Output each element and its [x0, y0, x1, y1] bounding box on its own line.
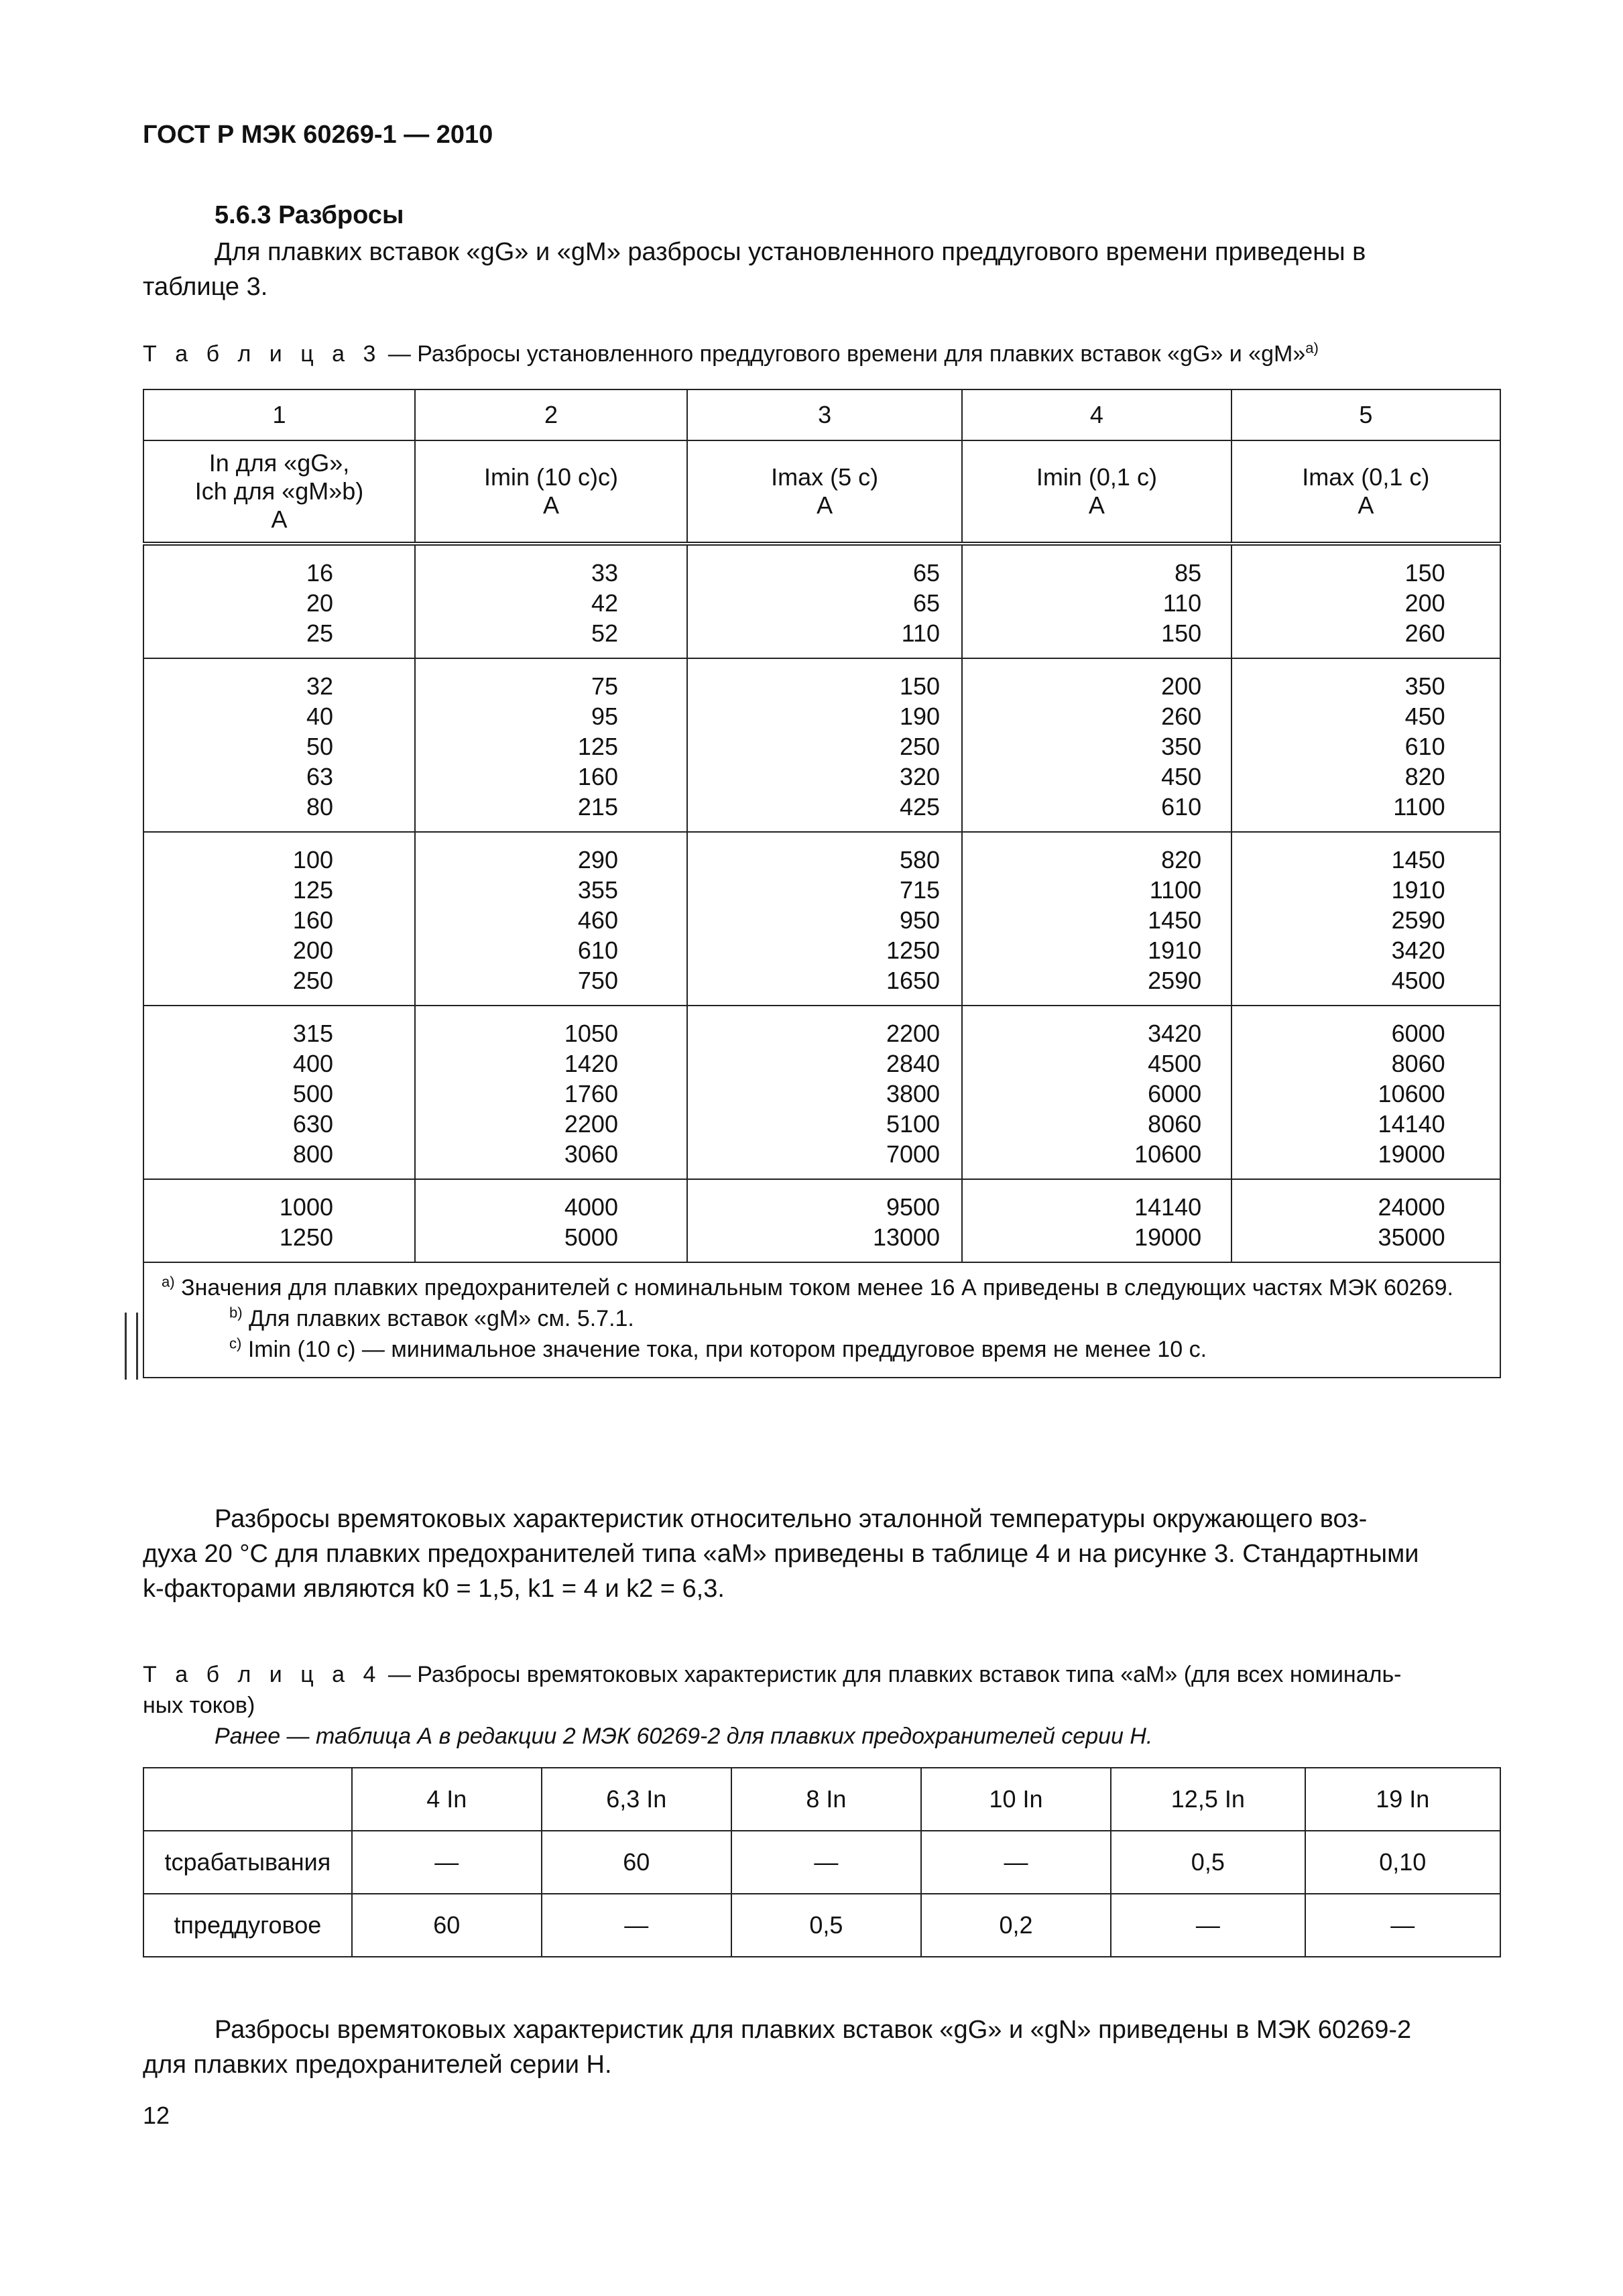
table3-cell-c3	[687, 544, 962, 658]
t4-row1-v3: —	[731, 1831, 921, 1894]
table3-value: 1650	[886, 967, 941, 994]
table3-value: 110	[901, 619, 941, 647]
table3-value: 50	[306, 733, 333, 760]
table3-caption-prefix: Т а б л и ц а 3	[143, 341, 382, 367]
table-3	[143, 389, 1501, 1378]
table3-value: 42	[591, 589, 618, 617]
table3-value: 610	[577, 936, 618, 964]
intro-paragraph	[143, 235, 1490, 304]
table3-value: 250	[899, 733, 941, 760]
header-c1-unit: A	[271, 505, 288, 533]
table3-value: 160	[292, 906, 333, 934]
table3-cell-c2	[415, 1006, 687, 1179]
table3-value: 6000	[1148, 1080, 1202, 1107]
footnotes-cell	[143, 1262, 1500, 1378]
footnote-a	[162, 1272, 1482, 1303]
table3-value: 1250	[279, 1223, 333, 1251]
table3-group-row	[143, 658, 1500, 832]
table3-value: 110	[1162, 589, 1202, 617]
t4-header-10in: 10 In	[921, 1768, 1111, 1831]
footnote-c-mark: c)	[229, 1335, 242, 1352]
table3-value: 3060	[564, 1140, 618, 1168]
table3-value: 190	[899, 703, 941, 730]
table3-footnotes	[143, 1262, 1500, 1378]
t4-row2-v1: 60	[352, 1894, 542, 1957]
table3-value: 160	[577, 763, 618, 790]
table3-value: 580	[899, 846, 941, 873]
footnote-a-mark: a)	[162, 1273, 175, 1290]
table3-caption-text: — Разбросы установленного преддугового времени для плавких вставок «gG» и «gM»	[381, 341, 1306, 367]
table3-value: 85	[1175, 559, 1202, 587]
table3-value: 3420	[1391, 936, 1445, 964]
table3-value: 820	[1404, 763, 1445, 790]
table3-value: 65	[913, 559, 941, 587]
t4-row1-v1: —	[352, 1831, 542, 1894]
table3-value: 610	[1161, 793, 1202, 821]
table4-caption-line2: ных токов)	[143, 1693, 255, 1718]
t4-row2-v5: —	[1111, 1894, 1305, 1957]
footnote-b-mark: b)	[229, 1304, 243, 1321]
header-c2-unit: A	[543, 491, 560, 519]
table3-cell-c2	[415, 832, 687, 1006]
table-4	[143, 1767, 1501, 1957]
table3-value: 100	[292, 846, 333, 873]
para2-line-3: k-факторами являются k0 = 1,5, k1 = 4 и k2 = 6,3.	[143, 1575, 725, 1603]
table3-value: 200	[292, 936, 333, 964]
table4-caption-text: — Разбросы времятоковых характеристик для плавких вставок типа «aM» (для всех номиналь-	[381, 1662, 1402, 1687]
table3-value: 1760	[564, 1080, 618, 1107]
document-header: ГОСТ Р МЭК 60269-1 — 2010	[143, 121, 493, 149]
table3-value: 400	[292, 1050, 333, 1077]
header-imin-10s	[415, 440, 687, 544]
table4-row-tpredd	[143, 1894, 1500, 1957]
table3-value: 32	[306, 672, 333, 700]
table3-cell-c2	[415, 658, 687, 832]
table3-value: 4500	[1148, 1050, 1202, 1077]
footnote-b	[162, 1303, 1482, 1334]
table3-value: 16	[306, 559, 333, 587]
col-num-5: 5	[1231, 389, 1500, 440]
table3-cell-c1	[143, 544, 415, 658]
table3-value: 820	[1161, 846, 1202, 873]
table3-value: 35000	[1378, 1223, 1445, 1251]
table3-value: 40	[306, 703, 333, 730]
table3-value: 1100	[1393, 793, 1445, 821]
table3-cell-c4	[962, 1006, 1231, 1179]
paragraph-2	[143, 1502, 1490, 1606]
table3-cell-c4	[962, 544, 1231, 658]
t4-header-4in: 4 In	[352, 1768, 542, 1831]
table3-value: 1100	[1149, 876, 1202, 904]
col-num-4: 4	[962, 389, 1231, 440]
table3-cell-c5	[1231, 832, 1500, 1006]
table3-cell-c5	[1231, 1179, 1500, 1262]
table3-value: 19000	[1378, 1140, 1445, 1168]
t4-header-blank	[143, 1768, 352, 1831]
table3-value: 320	[899, 763, 941, 790]
header-imax-5s	[687, 440, 962, 544]
table3-value: 4500	[1391, 967, 1445, 994]
header-c3-label: Imax (5 с)	[771, 463, 879, 491]
table3-value: 630	[292, 1110, 333, 1138]
table3-cell-c3	[687, 832, 962, 1006]
col-num-3: 3	[687, 389, 962, 440]
table3-cell-c3	[687, 658, 962, 832]
table3-cell-c2	[415, 1179, 687, 1262]
table3-group-row	[143, 832, 1500, 1006]
intro-line-2: таблице 3.	[143, 273, 268, 301]
table3-cell-c2	[415, 544, 687, 658]
table3-group-row	[143, 1006, 1500, 1179]
table3-value: 7000	[886, 1140, 941, 1168]
table3-value: 1450	[1148, 906, 1202, 934]
table3-value: 150	[1404, 559, 1445, 587]
table3-value: 450	[1161, 763, 1202, 790]
footnote-a-text: Значения для плавких предохранителей с номинальным током менее 16 А приведены в следующих частях МЭК 60269.	[174, 1275, 1453, 1301]
table3-value: 8060	[1148, 1110, 1202, 1138]
table3-value: 3800	[886, 1080, 941, 1107]
t4-row1-v6: 0,10	[1305, 1831, 1500, 1894]
intro-line-1: Для плавких вставок «gG» и «gM» разбросы установленного преддугового времени приведены в	[215, 238, 1366, 266]
table3-value: 24000	[1378, 1193, 1445, 1221]
table3-cell-c4	[962, 658, 1231, 832]
table3-value: 3420	[1148, 1020, 1202, 1047]
col-num-2: 2	[415, 389, 687, 440]
table3-value: 1910	[1391, 876, 1445, 904]
table4-caption-note: Ранее — таблица А в редакции 2 МЭК 60269-2 для плавких предохранителей серии Н.	[215, 1724, 1153, 1749]
table3-cell-c5	[1231, 544, 1500, 658]
table3-value: 1250	[886, 936, 941, 964]
table3-value: 260	[1161, 703, 1202, 730]
table3-value: 2840	[886, 1050, 941, 1077]
table3-value: 715	[899, 876, 941, 904]
table4-caption-prefix: Т а б л и ц а 4	[143, 1662, 382, 1687]
t4-row2-v3: 0,5	[731, 1894, 921, 1957]
table3-cell-c4	[962, 832, 1231, 1006]
table3-value: 9500	[886, 1193, 941, 1221]
table3-value: 150	[1161, 619, 1202, 647]
footnote-c-text: Imin (10 с) — минимальное значение тока, при котором преддуговое время не менее 10 с.	[241, 1337, 1207, 1362]
table3-value: 2590	[1391, 906, 1445, 934]
header-imin-01s	[962, 440, 1231, 544]
table3-value: 10600	[1378, 1080, 1445, 1107]
header-imax-01s	[1231, 440, 1500, 544]
header-c3-unit: A	[817, 491, 833, 519]
table3-value: 610	[1404, 733, 1445, 760]
table3-caption	[143, 339, 1319, 369]
table3-cell-c1	[143, 1179, 415, 1262]
table3-value: 80	[306, 793, 333, 821]
table3-value: 350	[1161, 733, 1202, 760]
table3-cell-c1	[143, 658, 415, 832]
table3-value: 13000	[872, 1223, 941, 1251]
table3-value: 95	[591, 703, 618, 730]
footnote-b-text: Для плавких вставок «gM» см. 5.7.1.	[242, 1306, 634, 1331]
table3-value: 260	[1404, 619, 1445, 647]
table3-cell-c5	[1231, 1006, 1500, 1179]
table3-value: 500	[292, 1080, 333, 1107]
t4-row2-label: tпреддуговое	[143, 1894, 352, 1957]
table3-value: 125	[292, 876, 333, 904]
table3-value: 1450	[1391, 846, 1445, 873]
table3-value: 65	[913, 589, 941, 617]
table3-value: 14140	[1378, 1110, 1445, 1138]
table3-value: 52	[591, 619, 618, 647]
table3-group-row	[143, 1179, 1500, 1262]
table3-value: 14140	[1134, 1193, 1202, 1221]
header-c4-label: Imin (0,1 с)	[1036, 463, 1157, 491]
table3-value: 200	[1161, 672, 1202, 700]
t4-header-19in: 19 In	[1305, 1768, 1500, 1831]
header-in-ich	[143, 440, 415, 544]
table3-value: 19000	[1134, 1223, 1202, 1251]
t4-row2-v4: 0,2	[921, 1894, 1111, 1957]
table3-value: 20	[306, 589, 333, 617]
table3-value: 2200	[564, 1110, 618, 1138]
col-num-1: 1	[143, 389, 415, 440]
table3-cell-c3	[687, 1179, 962, 1262]
table3-value: 5100	[886, 1110, 941, 1138]
table3-value: 125	[577, 733, 618, 760]
table3-caption-note: a)	[1305, 339, 1319, 357]
table3-value: 33	[591, 559, 618, 587]
table3-cell-c4	[962, 1179, 1231, 1262]
section-title: 5.6.3 Разбросы	[215, 201, 404, 229]
table3-value: 1420	[564, 1050, 618, 1077]
header-c1-line2: Ich для «gM»b)	[194, 477, 364, 505]
footnote-c	[162, 1334, 1482, 1365]
table3-value: 75	[591, 672, 618, 700]
t4-header-63in: 6,3 In	[542, 1768, 731, 1831]
t4-header-8in: 8 In	[731, 1768, 921, 1831]
table3-value: 460	[577, 906, 618, 934]
table4-row-tsrab	[143, 1831, 1500, 1894]
table3-value: 63	[306, 763, 333, 790]
header-c4-unit: A	[1088, 491, 1105, 519]
table3-value: 750	[577, 967, 618, 994]
table3-value: 1050	[564, 1020, 618, 1047]
table3-group-row	[143, 544, 1500, 658]
table3-value: 200	[1404, 589, 1445, 617]
table3-value: 8060	[1391, 1050, 1445, 1077]
table3-value: 290	[577, 846, 618, 873]
table3-value: 5000	[564, 1223, 618, 1251]
t4-row1-v2: 60	[542, 1831, 731, 1894]
table3-value: 25	[306, 619, 333, 647]
change-marker-bar	[125, 1313, 138, 1380]
t4-row1-v4: —	[921, 1831, 1111, 1894]
header-c2-label: Imin (10 с)c)	[484, 463, 619, 491]
table3-value: 350	[1404, 672, 1445, 700]
t4-row1-label: tсрабатывания	[143, 1831, 352, 1894]
table3-value: 2200	[886, 1020, 941, 1047]
table3-value: 950	[899, 906, 941, 934]
t4-row2-v6: —	[1305, 1894, 1500, 1957]
table3-value: 450	[1404, 703, 1445, 730]
table3-cell-c5	[1231, 658, 1500, 832]
table3-body	[143, 544, 1500, 1262]
header-c5-label: Imax (0,1 с)	[1302, 463, 1430, 491]
header-c5-unit: A	[1358, 491, 1374, 519]
para2-line-2: духа 20 °С для плавких предохранителей типа «aM» приведены в таблице 4 и на рисунке 3. Стандартными	[143, 1540, 1419, 1568]
table3-column-numbers	[143, 389, 1500, 440]
table3-value: 4000	[564, 1193, 618, 1221]
table3-value: 1910	[1148, 936, 1202, 964]
t4-row2-v2: —	[542, 1894, 731, 1957]
table3-value: 2590	[1148, 967, 1202, 994]
paragraph-3	[143, 2012, 1490, 2082]
header-c1-line1: In для «gG»,	[208, 449, 350, 477]
table3-value: 800	[292, 1140, 333, 1168]
para3-line-1: Разбросы времятоковых характеристик для плавких вставок «gG» и «gN» приведены в МЭК 60269-2	[215, 2016, 1412, 2044]
table3-value: 10600	[1134, 1140, 1202, 1168]
table4-header-row	[143, 1768, 1500, 1831]
para2-line-1: Разбросы времятоковых характеристик относительно эталонной температуры окружающего воз-	[215, 1505, 1368, 1533]
table3-cell-c3	[687, 1006, 962, 1179]
table3-value: 250	[292, 967, 333, 994]
table3-value: 355	[577, 876, 618, 904]
table3-value: 315	[292, 1020, 333, 1047]
table3-cell-c1	[143, 832, 415, 1006]
table3-value: 150	[899, 672, 941, 700]
page-number: 12	[143, 2102, 170, 2129]
para3-line-2: для плавких предохранителей серии Н.	[143, 2051, 612, 2079]
t4-row1-v5: 0,5	[1111, 1831, 1305, 1894]
t4-header-125in: 12,5 In	[1111, 1768, 1305, 1831]
table3-value: 215	[577, 793, 618, 821]
table3-cell-c1	[143, 1006, 415, 1179]
table3-value: 6000	[1391, 1020, 1445, 1047]
table3-header-row	[143, 440, 1500, 544]
table3-value: 1000	[279, 1193, 333, 1221]
table4-caption	[143, 1659, 1501, 1752]
table3-value: 425	[899, 793, 941, 821]
